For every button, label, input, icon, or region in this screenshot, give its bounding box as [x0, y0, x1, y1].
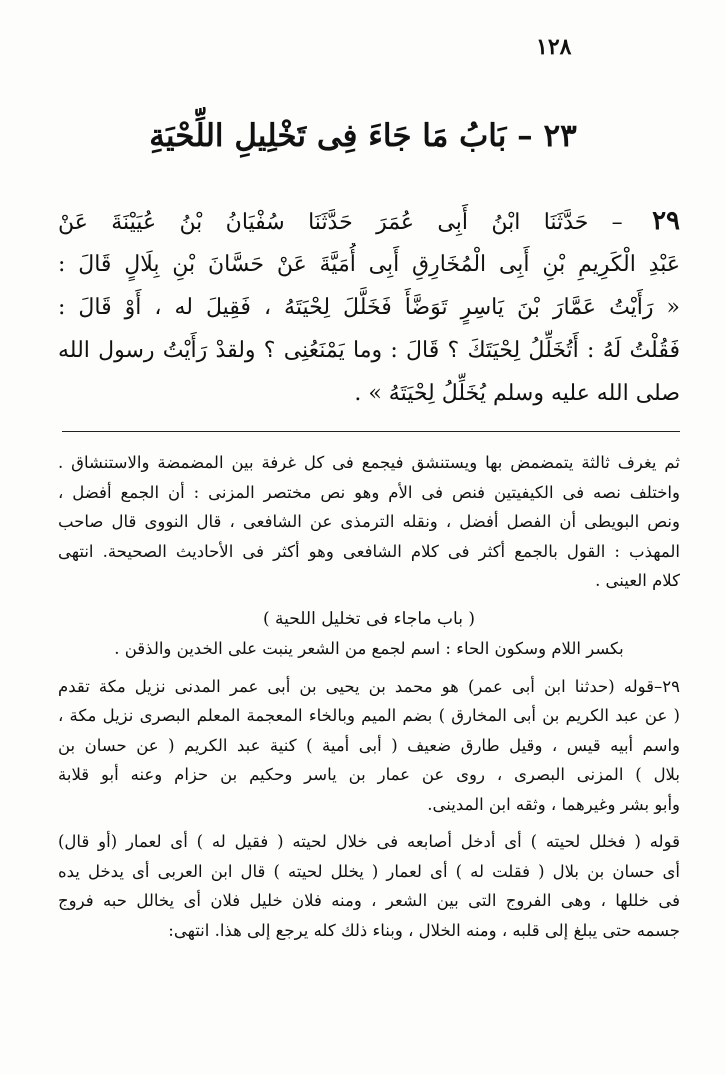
commentary-line: فى خللها ، وهى الفروج التى بين الشعر ، ومنه فلان خليل فلان أى يخالل حبه فروج — [58, 891, 680, 910]
commentary-line: جسمه حتى يبلغ إلى قلبه ، ومنه الخلال ، وبناء ذلك كله يرجع إلى هذا. انتهى: — [168, 920, 680, 940]
hadith-line: ٢٩ – حَدَّثَنَا ابْنُ أَبِى عُمَرَ حَدَّثَنَا سُفْيَانُ بْنُ عُيَيْنَةَ عَنْ — [58, 206, 680, 236]
hadith-number: ٢٩ — [652, 206, 680, 236]
hadith-line: صلى الله عليه وسلم يُخَلِّلُ لِحْيَتَهُ » . — [354, 381, 680, 406]
hadith-line: « رَأَيْتُ عَمَّارَ بْنَ يَاسِرٍ تَوَضَّأَ فَخَلَّلَ لِحْيَتَهُ ، فَقِيلَ له ، أَوْ قَالَ : — [58, 295, 680, 320]
sub-heading-note: بكسر اللام وسكون الحاء : اسم لجمع من الشعر ينبت على الخدين والذقن . — [114, 638, 624, 658]
commentary-line: بلال ) المزنى البصرى ، روى عن عمار بن ياسر وحكيم بن حزام وعنه أبو قلابة — [58, 765, 680, 784]
commentary-line: ثم يغرف ثالثة يتمضمض بها ويستنشق فيجمع فى كل غرفة بين المضمضة والاستنشاق . — [58, 453, 680, 472]
commentary-line: وأبو بشر وغيرهما ، وثقه ابن المدينى. — [427, 794, 680, 814]
sub-heading: ( باب ماجاء فى تخليل اللحية ) — [263, 608, 475, 629]
commentary-line: واختلف نصه فى الكيفيتين فنص فى الأم وهو نص مختصر المزنى : أن الجمع أفضل ، — [58, 482, 680, 502]
commentary-line: واسم أبيه قيس ، وقيل طارق ضعيف ( أبى أمية ) كنية عبد الكريم ( عن حسان بن — [58, 735, 680, 755]
commentary-paragraph — [58, 448, 680, 596]
divider-rule — [62, 431, 680, 432]
commentary-line: المهذب : القول بالجمع أكثر فى كلام الشافعى وهو أكثر فى الأحاديث الصحيحة. انتهى — [58, 541, 680, 561]
commentary-paragraph — [58, 827, 680, 945]
hadith-line: عَبْدِ الْكَرِيمِ بْنِ أَبِى الْمُخَارِقِ أَبِى أُمَيَّةَ عَنْ حَسَّانَ بْنِ بِلَالٍ قَالَ : — [58, 252, 680, 277]
page-number: ١٢٨ — [536, 34, 572, 60]
commentary — [58, 448, 680, 945]
commentary-line: ٢٩–قوله (حدثنا ابن أبى عمر) هو محمد بن يحيى بن أبى عمر المدنى نزيل مكة تقدم — [58, 676, 680, 696]
hadith-line: فَقُلْتُ لَهُ : أَتُخَلِّلُ لِحْيَتَكَ ؟ قَالَ : وما يَمْنَعُنِى ؟ ولقدْ رَأَيْتُ رسول الله — [58, 338, 680, 363]
commentary-paragraph — [58, 672, 680, 820]
commentary-line: ( عن عبد الكريم بن أبى المخارق ) بضم الميم وبالخاء المعجمة المعلم البصرى نزيل مكة ، — [58, 706, 680, 725]
commentary-line: قوله ( فخلل لحيته ) أى أدخل أصابعه فى خلال لحيته ( فقيل له ) أى لعمار (أو قال) — [58, 832, 680, 851]
hadith-text — [58, 200, 680, 415]
commentary-line: ونص البويطى أن الفصل أفضل ، ونقله الترمذى عن الشافعى ، قال النووى قال صاحب — [58, 512, 680, 531]
chapter-title: ٢٣ – بَابُ مَا جَاءَ فِى تَخْلِيلِ اللِّحْيَةِ — [149, 118, 577, 154]
commentary-line: كلام العينى . — [595, 571, 680, 590]
commentary-line: أى حسان بن بلال ( فقلت له ) أى لعمار ( يخلل لحيته ) قال ابن العربى أى يدخل يده — [58, 861, 680, 881]
